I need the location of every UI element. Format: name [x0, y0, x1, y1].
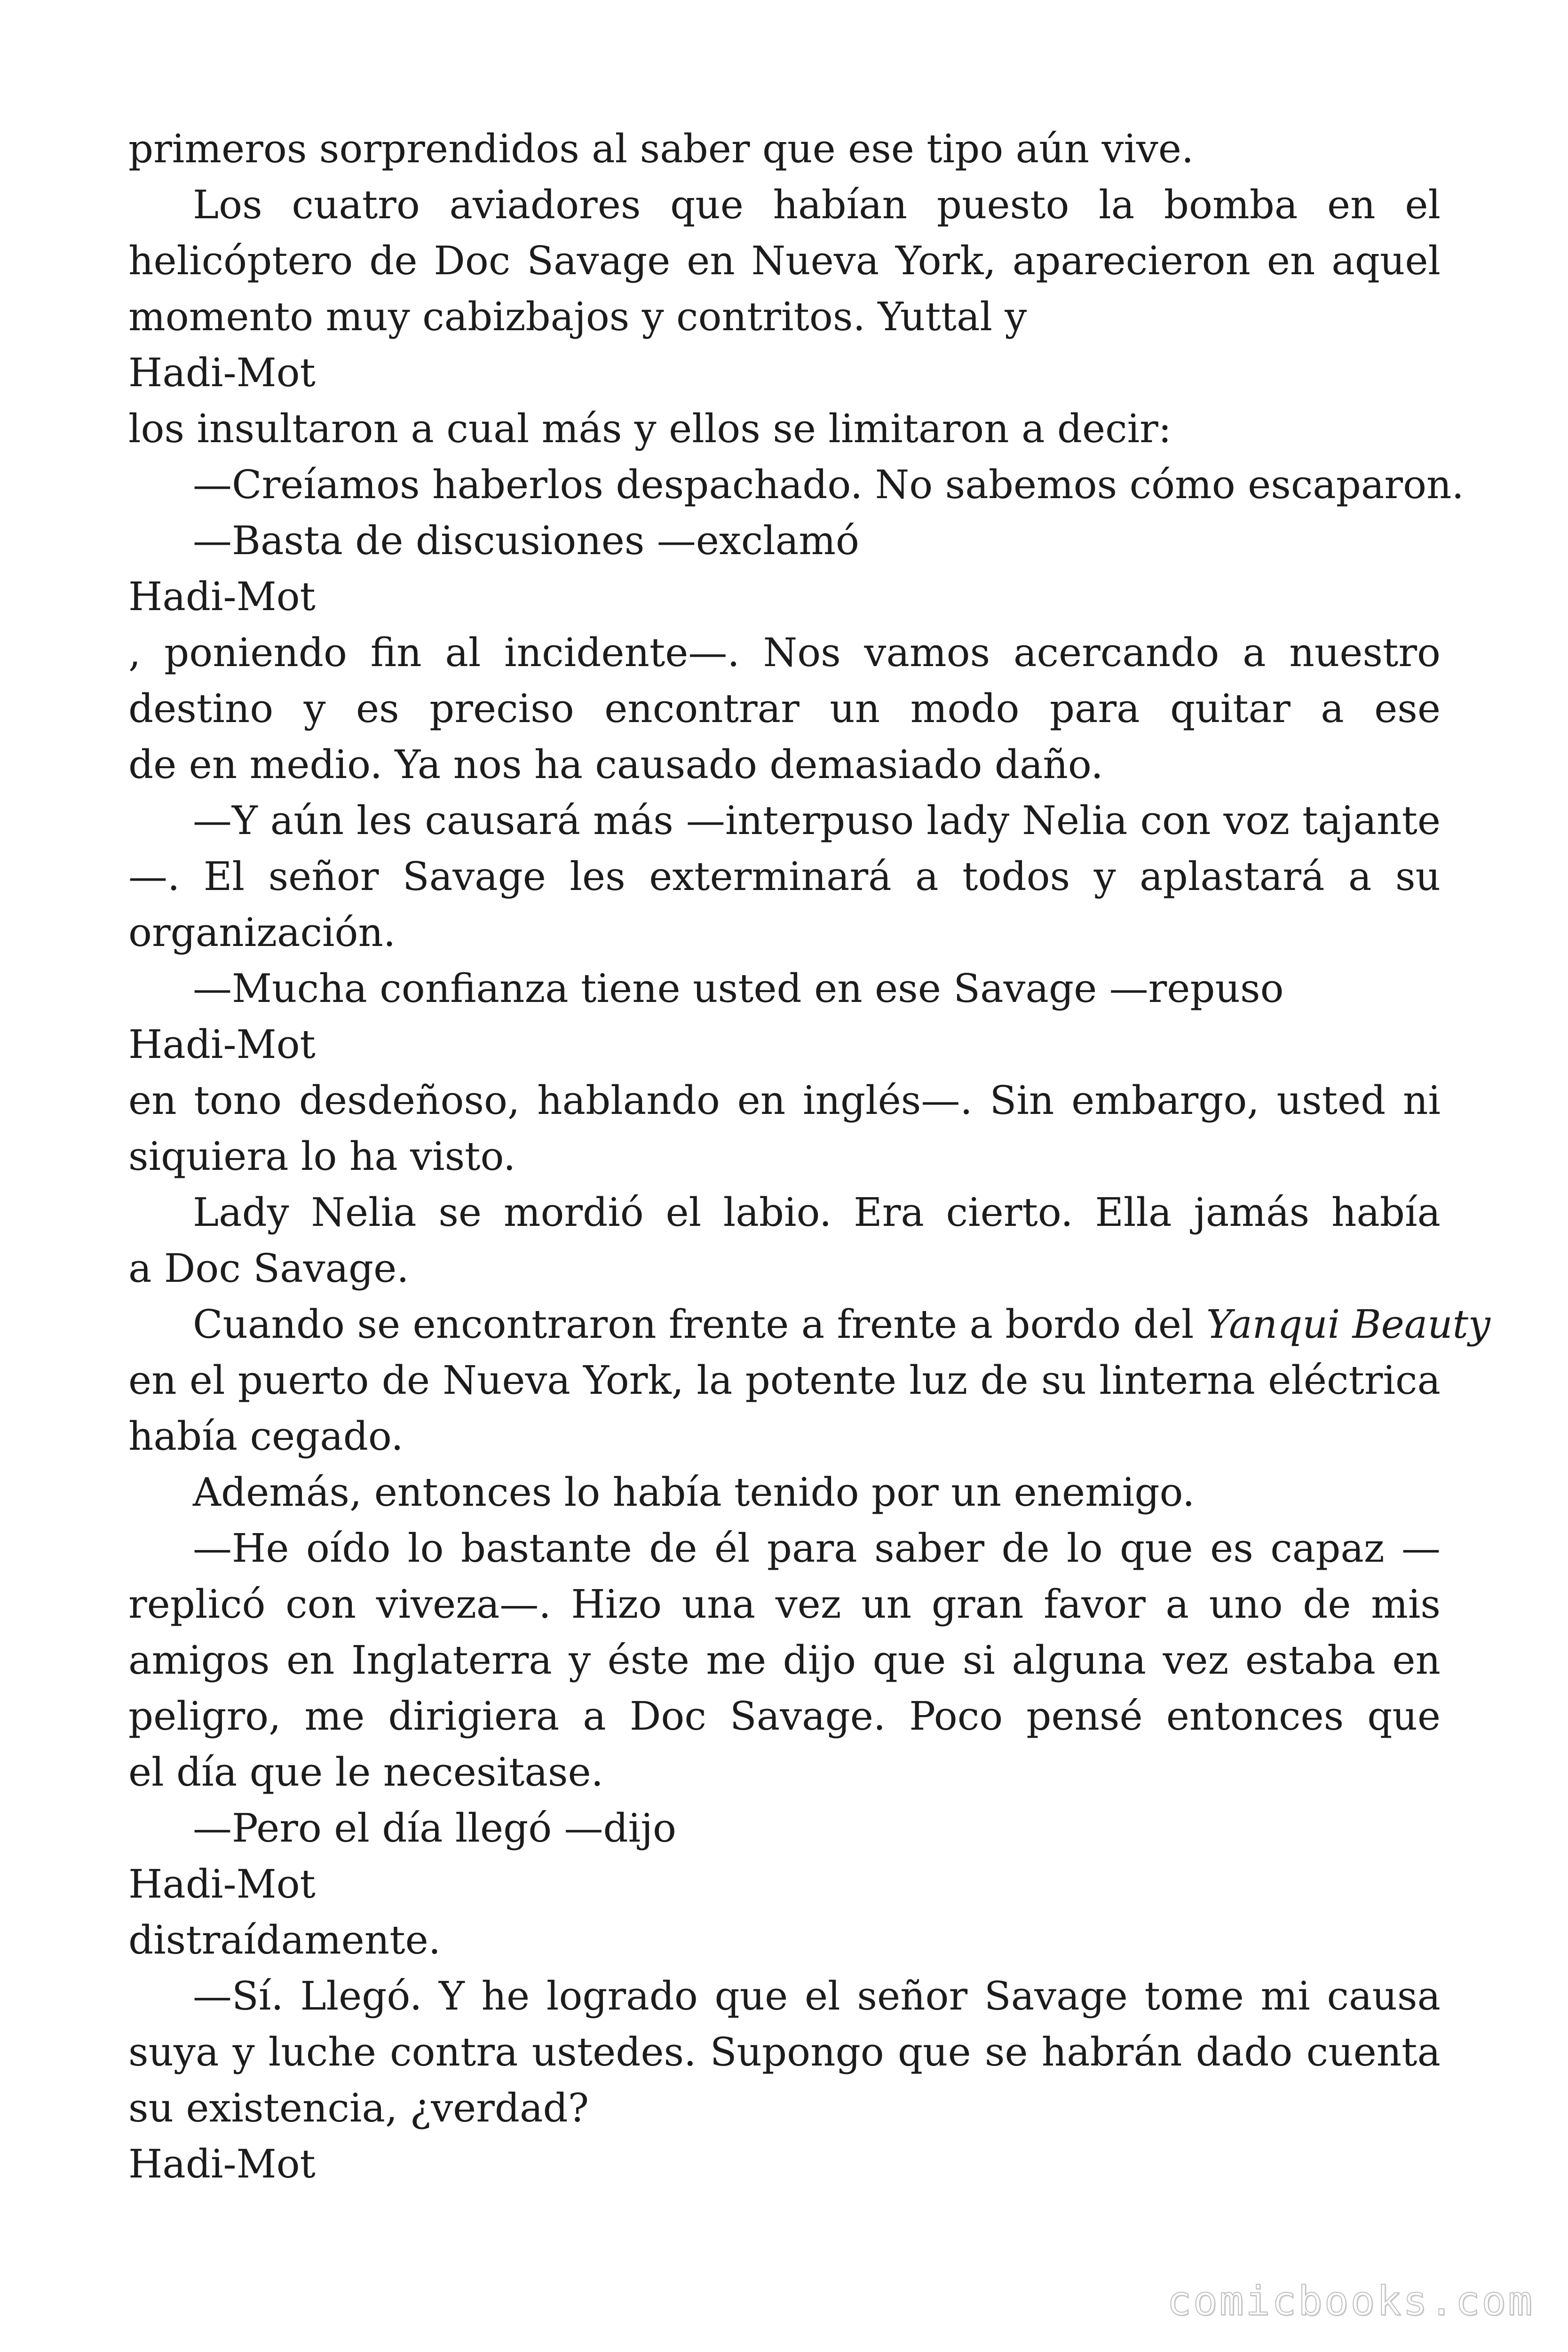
text-line: primeros sorprendidos al saber que ese tipo aún vive. [128, 126, 1194, 172]
text-line: destino y es preciso encontrar un modo para quitar a ese [128, 686, 1441, 731]
text-line: Hadi-Mot [128, 2141, 316, 2187]
text-line: distraídamente. [128, 1917, 441, 1963]
text-line: a Doc Savage. [128, 1246, 409, 1291]
text-line: helicóptero de Doc Savage en Nueva York, aparecieron en aquel [128, 238, 1441, 284]
text-line: de en medio. Ya nos ha causado demasiado daño. [128, 742, 1103, 787]
text-line: había cegado. [128, 1414, 404, 1459]
text-line: Hadi-Mot [128, 1861, 316, 1907]
text-line: momento muy cabizbajos y contritos. Yuttal y [128, 294, 1027, 340]
text-line: organización. [128, 910, 396, 955]
text-line: amigos en Inglaterra y éste me dijo que si alguna vez estaba en [128, 1637, 1441, 1683]
text-line: —Sí. Llegó. Y he logrado que el señor Savage tome mi causa [193, 1973, 1441, 2019]
text-line: los insultaron a cual más y ellos se limitaron a decir: [128, 406, 1172, 452]
text-line: —Y aún les causará más —interpuso lady Nelia con voz tajante [193, 798, 1441, 843]
text-line: —Mucha confianza tiene usted en ese Savage —repuso [193, 966, 1284, 1011]
text-line: —. El señor Savage les exterminará a todos y aplastará a su [128, 854, 1441, 899]
text-line: —Basta de discusiones —exclamó [193, 518, 859, 564]
text-line: en tono desdeñoso, hablando en inglés—. Sin embargo, usted ni [128, 1078, 1441, 1123]
text-line: Lady Nelia se mordió el labio. Era cierto. Ella jamás había [193, 1190, 1441, 1235]
text-line: —He oído lo bastante de él para saber de lo que es capaz — [193, 1526, 1441, 1571]
text-line: Hadi-Mot [128, 350, 316, 396]
text-line: suya y luche contra ustedes. Supongo que se habrán dado cuenta [128, 2029, 1441, 2075]
text-line: —Creíamos haberlos despachado. No sabemos cómo escaparon. [193, 462, 1464, 508]
text-line: Hadi-Mot [128, 574, 316, 620]
text-line: siquiera lo ha visto. [128, 1134, 516, 1179]
text-line: Hadi-Mot [128, 1022, 316, 1067]
text-line: —Pero el día llegó —dijo [193, 1805, 676, 1851]
text-line: replicó con viveza—. Hizo una vez un gran favor a uno de mis [128, 1581, 1441, 1627]
text-line: Los cuatro aviadores que habían puesto la bomba en el [193, 182, 1441, 228]
text-line: Además, entonces lo había tenido por un enemigo. [193, 1470, 1195, 1515]
text-line: su existencia, ¿verdad? [128, 2085, 589, 2131]
watermark-logo: comicbooks.com [1167, 2278, 1534, 2325]
text-line [128, 1296, 1490, 1352]
text-line: peligro, me dirigiera a Doc Savage. Poco pensé entonces que [128, 1693, 1441, 1739]
ship-name-italic: Yanqui Beauty [1206, 1302, 1490, 1347]
page-body-text [128, 121, 1490, 2192]
text-line: el día que le necesitase. [128, 1749, 603, 1795]
text-line: , poniendo fin al incidente—. Nos vamos acercando a nuestro [128, 630, 1441, 675]
text-line: en el puerto de Nueva York, la potente luz de su linterna eléctrica [128, 1358, 1441, 1403]
text-segment: Cuando se encontraron frente a frente a bordo del [193, 1302, 1194, 1347]
